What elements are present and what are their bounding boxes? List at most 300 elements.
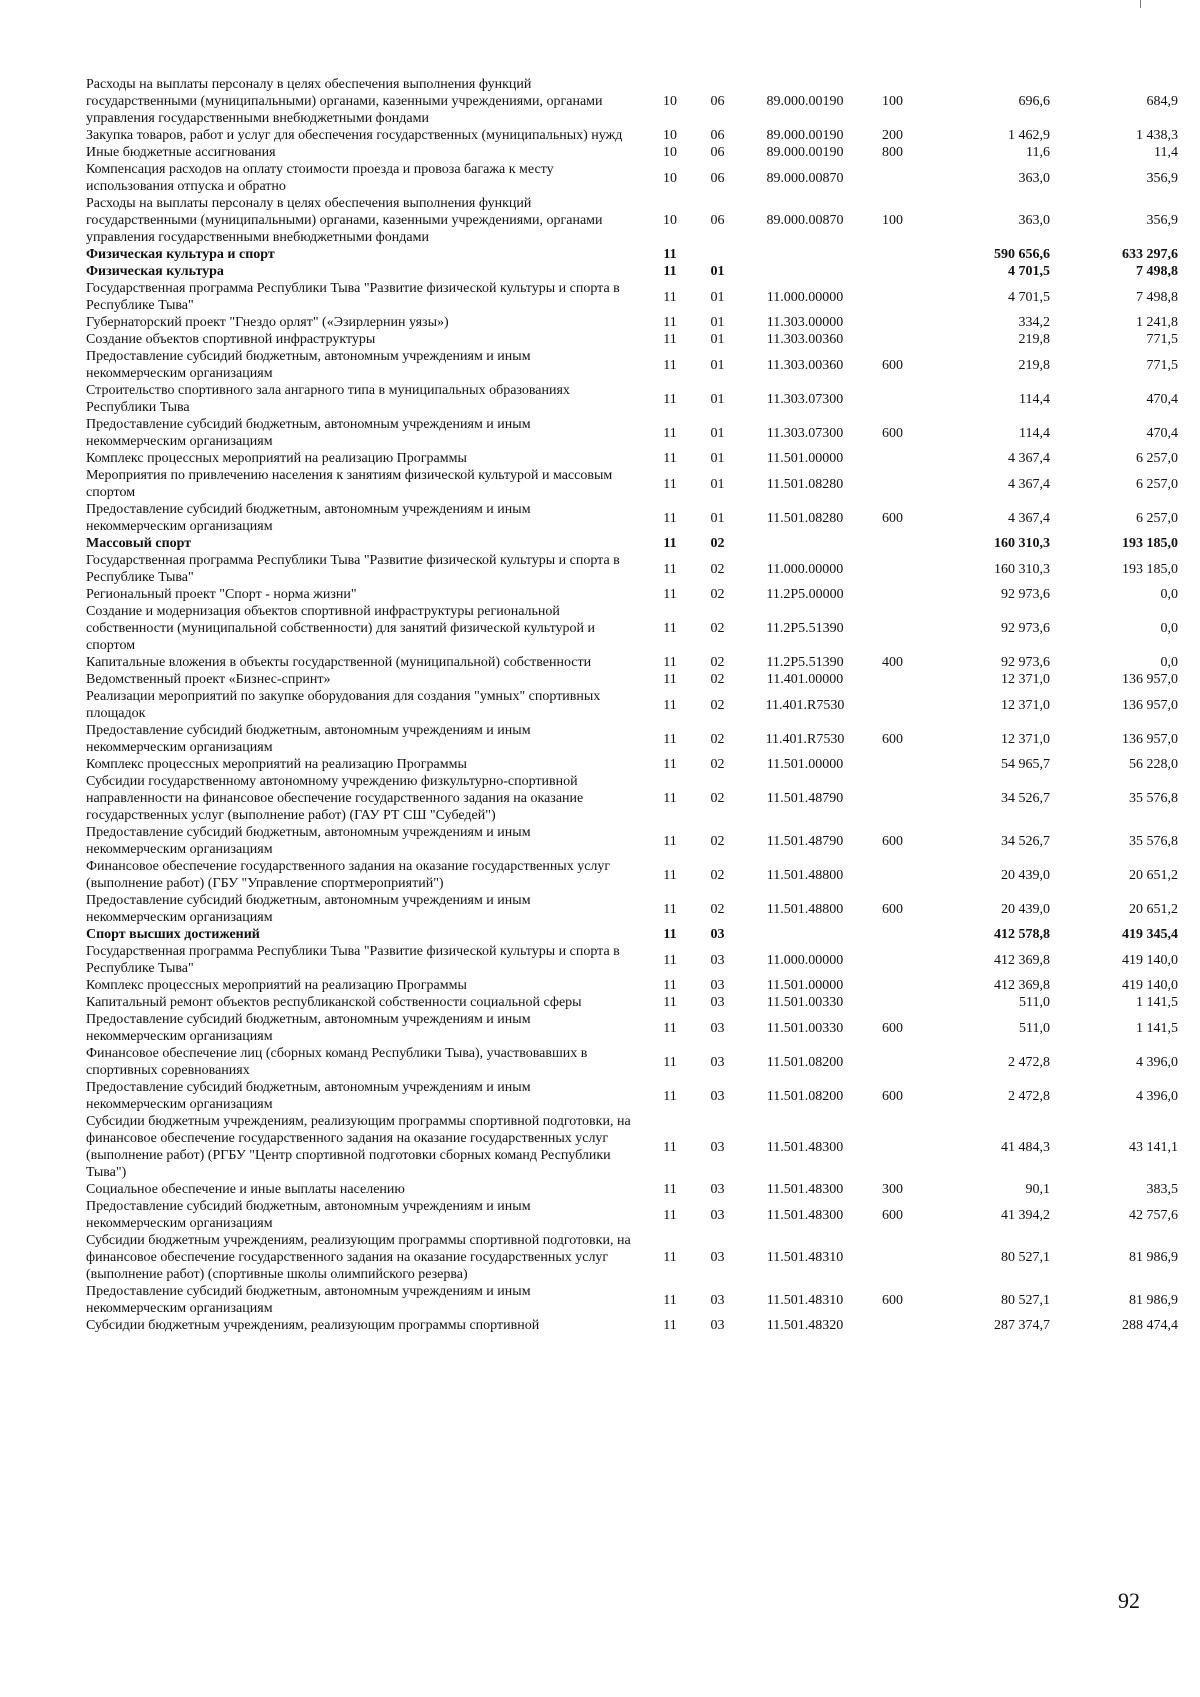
target-article-code: 11.401.00000 xyxy=(766,672,844,687)
table-row xyxy=(86,467,1182,501)
expense-type-code xyxy=(870,280,915,314)
row-name: Реализации мероприятий по закупке оборудования для создания "умных" спортивных площадок xyxy=(86,689,601,721)
subsection-code: 03 xyxy=(710,1182,725,1197)
expense-type-code xyxy=(870,1113,915,1181)
amount-year-2: 4 396,0 xyxy=(1136,1088,1178,1104)
expense-type-code xyxy=(870,773,915,824)
section-code: 11 xyxy=(663,289,677,305)
target-article-code: 11.501.08200 xyxy=(766,1054,844,1070)
amount-year-2: 288 474,4 xyxy=(1122,1318,1178,1333)
table-row xyxy=(86,756,1182,773)
target-article-code: 11.501.48300 xyxy=(766,1182,844,1197)
expense-type-code xyxy=(870,552,915,586)
amount-year-1: 80 527,1 xyxy=(1001,1250,1050,1265)
section-code: 11 xyxy=(663,1139,677,1155)
target-article-code xyxy=(740,535,870,552)
row-name: Капитальные вложения в объекты государственной (муниципальной) собственности xyxy=(86,655,592,670)
subsection-code: 01 xyxy=(710,391,725,407)
target-article-code xyxy=(740,926,870,943)
subsection-code: 06 xyxy=(710,94,725,109)
subsection-code: 02 xyxy=(710,536,725,551)
amount-year-1: 160 310,3 xyxy=(994,536,1050,551)
amount-year-2: 81 986,9 xyxy=(1129,1292,1178,1308)
table-row xyxy=(86,1045,1182,1079)
amount-year-2: 20 651,2 xyxy=(1129,867,1178,883)
section-code: 11 xyxy=(663,1207,677,1223)
amount-year-2: 11,4 xyxy=(1154,145,1178,160)
section-code: 11 xyxy=(663,536,677,551)
target-article-code: 11.2P5.00000 xyxy=(766,587,844,602)
section-code: 11 xyxy=(663,697,677,713)
expense-type-code: 600 xyxy=(882,901,903,917)
section-code: 11 xyxy=(663,1020,677,1036)
amount-year-1: 412 578,8 xyxy=(994,927,1050,942)
amount-year-2: 1 438,3 xyxy=(1136,128,1178,143)
expense-type-code: 600 xyxy=(882,425,903,441)
amount-year-1: 12 371,0 xyxy=(1001,672,1050,687)
expense-type-code: 800 xyxy=(882,145,903,160)
row-name: Иные бюджетные ассигнования xyxy=(86,145,276,160)
expense-type-code: 400 xyxy=(882,655,903,670)
target-article-code: 89.000.00870 xyxy=(766,213,844,228)
target-article-code: 11.501.48800 xyxy=(766,867,844,883)
row-name: Губернаторский проект "Гнездо орлят" («Эзирлернин уязы») xyxy=(86,315,449,330)
row-name: Ведомственный проект «Бизнес-спринт» xyxy=(86,672,331,687)
amount-year-1: 287 374,7 xyxy=(994,1318,1050,1333)
amount-year-2: 684,9 xyxy=(1146,94,1178,109)
section-code: 11 xyxy=(663,867,677,883)
amount-year-2: 136 957,0 xyxy=(1122,731,1178,747)
section-code: 11 xyxy=(663,391,677,407)
section-code: 11 xyxy=(663,1054,677,1070)
row-name: Предоставление субсидий бюджетным, автономным учреждениям и иным некоммерческим организациям xyxy=(86,893,531,925)
subsection-code: 03 xyxy=(710,1207,725,1223)
expense-type-code xyxy=(870,586,915,603)
section-code: 11 xyxy=(663,247,677,262)
subsection-code: 01 xyxy=(710,264,725,279)
subsection-code: 02 xyxy=(710,655,725,670)
subsection-code: 01 xyxy=(710,451,725,466)
amount-year-2: 419 140,0 xyxy=(1122,952,1178,968)
amount-year-1: 4 367,4 xyxy=(1008,510,1050,526)
row-name: Субсидии государственному автономному учреждению физкультурно-спортивной направленности на финансовое обеспечение государственного задания на оказание государственных услуг (выполнение работ) (ГАУ РТ СШ "Субедей") xyxy=(86,774,584,823)
subsection-code: 02 xyxy=(710,587,725,602)
table-row xyxy=(86,1198,1182,1232)
section-code: 11 xyxy=(663,264,677,279)
table-row xyxy=(86,331,1182,348)
section-code: 11 xyxy=(663,791,677,806)
section-code: 10 xyxy=(663,128,677,143)
target-article-code: 11.501.08280 xyxy=(766,510,844,526)
row-name: Физическая культура xyxy=(86,264,224,279)
expense-type-code xyxy=(870,943,915,977)
amount-year-2: 6 257,0 xyxy=(1136,510,1178,526)
subsection-code: 03 xyxy=(710,1139,725,1155)
target-article-code: 11.303.00360 xyxy=(766,332,844,347)
amount-year-2: 356,9 xyxy=(1146,213,1178,228)
section-code: 11 xyxy=(663,425,677,441)
expense-type-code xyxy=(870,858,915,892)
target-article-code: 89.000.00190 xyxy=(766,94,844,109)
row-name: Предоставление субсидий бюджетным, автономным учреждениям и иным некоммерческим организациям xyxy=(86,1199,531,1231)
row-name: Спорт высших достижений xyxy=(86,927,260,942)
row-name: Закупка товаров, работ и услуг для обеспечения государственных (муниципальных) нужд xyxy=(86,128,623,143)
amount-year-1: 412 369,8 xyxy=(994,952,1050,968)
row-name: Предоставление субсидий бюджетным, автономным учреждениям и иным некоммерческим организациям xyxy=(86,825,531,857)
section-code: 10 xyxy=(663,213,677,228)
table-row xyxy=(86,144,1182,161)
section-code: 11 xyxy=(663,995,677,1010)
section-code: 11 xyxy=(663,1088,677,1104)
amount-year-1: 334,2 xyxy=(1018,315,1050,330)
amount-year-2: 20 651,2 xyxy=(1129,901,1178,917)
expense-type-code xyxy=(870,1045,915,1079)
subsection-code: 02 xyxy=(710,791,725,806)
table-row xyxy=(86,654,1182,671)
row-name: Комплекс процессных мероприятий на реализацию Программы xyxy=(86,757,467,772)
amount-year-1: 41 394,2 xyxy=(1001,1207,1050,1223)
table-row xyxy=(86,280,1182,314)
target-article-code: 11.303.07300 xyxy=(766,425,844,441)
table-row xyxy=(86,416,1182,450)
row-name: Предоставление субсидий бюджетным, автономным учреждениям и иным некоммерческим организациям xyxy=(86,1080,531,1112)
expense-type-code: 200 xyxy=(882,128,903,143)
table-row xyxy=(86,1079,1182,1113)
subsection-code: 06 xyxy=(710,128,725,143)
expense-type-code: 600 xyxy=(882,510,903,526)
amount-year-2: 35 576,8 xyxy=(1129,791,1178,806)
budget-table xyxy=(86,76,1182,1334)
amount-year-2: 1 141,5 xyxy=(1136,1020,1178,1036)
row-name: Предоставление субсидий бюджетным, автономным учреждениям и иным некоммерческим организациям xyxy=(86,417,531,449)
subsection-code: 01 xyxy=(710,357,725,373)
subsection-code: 03 xyxy=(710,1088,725,1104)
row-name: Субсидии бюджетным учреждениям, реализующим программы спортивной подготовки, на финансовое обеспечение государственного задания на оказание государственных услуг (выполнение работ) (РГБУ "Центр спортивной подготовки сборных команд Республики Тыва") xyxy=(86,1114,631,1180)
expense-type-code: 300 xyxy=(882,1182,903,1197)
target-article-code: 11.501.08200 xyxy=(766,1088,844,1104)
amount-year-1: 363,0 xyxy=(1018,213,1050,228)
subsection-code: 03 xyxy=(710,952,725,968)
amount-year-2: 7 498,8 xyxy=(1136,264,1178,279)
subsection-code: 01 xyxy=(710,425,725,441)
row-name: Предоставление субсидий бюджетным, автономным учреждениям и иным некоммерческим организациям xyxy=(86,723,531,755)
target-article-code: 11.501.48790 xyxy=(766,833,844,849)
amount-year-1: 34 526,7 xyxy=(1001,791,1050,806)
table-row xyxy=(86,943,1182,977)
row-name: Мероприятия по привлечению населения к занятиям физической культурой и массовым спортом xyxy=(86,468,613,500)
amount-year-1: 4 367,4 xyxy=(1008,476,1050,492)
row-name: Комплекс процессных мероприятий на реализацию Программы xyxy=(86,978,467,993)
amount-year-1: 92 973,6 xyxy=(1001,587,1050,602)
amount-year-1: 54 965,7 xyxy=(1001,757,1050,772)
target-article-code: 11.501.48300 xyxy=(766,1207,844,1223)
amount-year-2: 470,4 xyxy=(1146,391,1178,407)
expense-type-code xyxy=(870,535,915,552)
amount-year-2: 6 257,0 xyxy=(1136,451,1178,466)
subsection-code: 02 xyxy=(710,867,725,883)
target-article-code: 11.501.00330 xyxy=(766,995,844,1010)
amount-year-2: 193 185,0 xyxy=(1122,561,1178,577)
table-row xyxy=(86,552,1182,586)
expense-type-code xyxy=(870,246,915,263)
page-number: 92 xyxy=(1118,1588,1140,1613)
section-code: 11 xyxy=(663,1250,677,1265)
expense-type-code: 600 xyxy=(882,1292,903,1308)
scan-edge-mark xyxy=(1140,0,1141,8)
amount-year-1: 90,1 xyxy=(1025,1182,1050,1197)
row-name: Финансовое обеспечение государственного задания на оказание государственных услуг (выполнение работ) (ГБУ "Управление спортмероприятий") xyxy=(86,859,611,891)
amount-year-1: 114,4 xyxy=(1019,391,1050,407)
row-name: Государственная программа Республики Тыва "Развитие физической культуры и спорта в Республике Тыва" xyxy=(86,944,620,976)
amount-year-1: 219,8 xyxy=(1018,357,1050,373)
row-name: Предоставление субсидий бюджетным, автономным учреждениям и иным некоммерческим организациям xyxy=(86,1012,531,1044)
target-article-code: 11.303.00000 xyxy=(766,315,844,330)
section-code: 11 xyxy=(663,655,677,670)
amount-year-2: 42 757,6 xyxy=(1129,1207,1178,1223)
amount-year-2: 136 957,0 xyxy=(1122,672,1178,687)
amount-year-1: 219,8 xyxy=(1018,332,1050,347)
table-row xyxy=(86,246,1182,263)
row-name: Предоставление субсидий бюджетным, автономным учреждениям и иным некоммерческим организациям xyxy=(86,502,531,534)
amount-year-1: 590 656,6 xyxy=(994,247,1050,262)
expense-type-code xyxy=(870,331,915,348)
amount-year-1: 363,0 xyxy=(1018,170,1050,186)
amount-year-1: 12 371,0 xyxy=(1001,731,1050,747)
amount-year-2: 81 986,9 xyxy=(1129,1250,1178,1265)
table-row xyxy=(86,450,1182,467)
table-row xyxy=(86,314,1182,331)
row-name: Капитальный ремонт объектов республиканской собственности социальной сферы xyxy=(86,995,582,1010)
section-code: 11 xyxy=(663,978,677,993)
amount-year-1: 92 973,6 xyxy=(1001,655,1050,670)
amount-year-1: 160 310,3 xyxy=(994,561,1050,577)
section-code: 11 xyxy=(663,1292,677,1308)
subsection-code: 01 xyxy=(710,476,725,492)
amount-year-2: 7 498,8 xyxy=(1136,289,1178,305)
expense-type-code xyxy=(870,161,915,195)
expense-type-code: 600 xyxy=(882,1088,903,1104)
section-code: 11 xyxy=(663,587,677,602)
amount-year-1: 12 371,0 xyxy=(1001,697,1050,713)
section-code: 10 xyxy=(663,94,677,109)
subsection-code: 06 xyxy=(710,213,725,228)
section-code: 11 xyxy=(663,332,677,347)
expense-type-code xyxy=(870,263,915,280)
subsection-code: 01 xyxy=(710,289,725,305)
section-code: 10 xyxy=(663,145,677,160)
subsection-code: 03 xyxy=(710,927,725,942)
expense-type-code xyxy=(870,926,915,943)
table-row xyxy=(86,671,1182,688)
subsection-code: 03 xyxy=(710,1292,725,1308)
section-code: 11 xyxy=(663,757,677,772)
table-row xyxy=(86,501,1182,535)
subsection-code: 03 xyxy=(710,1054,725,1070)
expense-type-code: 600 xyxy=(882,1020,903,1036)
row-name: Государственная программа Республики Тыва "Развитие физической культуры и спорта в Республике Тыва" xyxy=(86,281,620,313)
subsection-code: 03 xyxy=(710,978,725,993)
subsection-code: 02 xyxy=(710,697,725,713)
row-name: Создание объектов спортивной инфраструктуры xyxy=(86,332,376,347)
subsection-code: 03 xyxy=(710,1250,725,1265)
table-row xyxy=(86,263,1182,280)
table-row xyxy=(86,688,1182,722)
amount-year-2: 419 140,0 xyxy=(1122,978,1178,993)
expense-type-code xyxy=(870,671,915,688)
amount-year-1: 4 367,4 xyxy=(1008,451,1050,466)
section-code: 11 xyxy=(663,952,677,968)
expense-type-code xyxy=(870,1232,915,1283)
subsection-code: 06 xyxy=(710,170,725,186)
table-row xyxy=(86,348,1182,382)
amount-year-1: 511,0 xyxy=(1019,1020,1050,1036)
table-row xyxy=(86,76,1182,127)
subsection-code: 06 xyxy=(710,145,725,160)
row-name: Массовый спорт xyxy=(86,536,192,551)
target-article-code: 89.000.00870 xyxy=(766,170,844,186)
row-name: Комплекс процессных мероприятий на реализацию Программы xyxy=(86,451,467,466)
table-row xyxy=(86,1317,1182,1334)
amount-year-2: 771,5 xyxy=(1146,332,1178,347)
amount-year-2: 0,0 xyxy=(1160,621,1178,636)
subsection-code: 03 xyxy=(710,995,725,1010)
target-article-code: 11.501.48310 xyxy=(766,1292,844,1308)
amount-year-1: 1 462,9 xyxy=(1008,128,1050,143)
section-code: 11 xyxy=(663,510,677,526)
expense-type-code xyxy=(870,603,915,654)
table-row xyxy=(86,1181,1182,1198)
row-name: Субсидии бюджетным учреждениям, реализующим программы спортивной подготовки, на финансовое обеспечение государственного задания на оказание государственных услуг (выполнение работ) (спортивные школы олимпийского резерва) xyxy=(86,1233,631,1282)
section-code: 11 xyxy=(663,1318,677,1333)
section-code: 11 xyxy=(663,672,677,687)
row-name: Региональный проект "Спорт - норма жизни" xyxy=(86,587,357,602)
amount-year-2: 0,0 xyxy=(1160,655,1178,670)
subsection-code: 02 xyxy=(710,731,725,747)
amount-year-2: 4 396,0 xyxy=(1136,1054,1178,1070)
row-name: Расходы на выплаты персоналу в целях обеспечения выполнения функций государственными (муниципальными) органами, казенными учреждениями, органами управления государственными внебюджетными фондами xyxy=(86,196,603,245)
expense-type-code xyxy=(870,1317,915,1334)
row-name: Государственная программа Республики Тыва "Развитие физической культуры и спорта в Республике Тыва" xyxy=(86,553,620,585)
table-row xyxy=(86,1283,1182,1317)
expense-type-code: 600 xyxy=(882,357,903,373)
amount-year-1: 2 472,8 xyxy=(1008,1054,1050,1070)
subsection-code: 02 xyxy=(710,621,725,636)
target-article-code: 11.000.00000 xyxy=(766,952,844,968)
target-article-code xyxy=(740,263,870,280)
amount-year-2: 470,4 xyxy=(1146,425,1178,441)
table-row xyxy=(86,535,1182,552)
subsection-code: 03 xyxy=(710,1318,725,1333)
row-name: Предоставление субсидий бюджетным, автономным учреждениям и иным некоммерческим организациям xyxy=(86,349,531,381)
expense-type-code xyxy=(870,450,915,467)
amount-year-1: 114,4 xyxy=(1019,425,1050,441)
section-code: 11 xyxy=(663,621,677,636)
expense-type-code xyxy=(870,688,915,722)
expense-type-code: 600 xyxy=(882,833,903,849)
amount-year-1: 20 439,0 xyxy=(1001,901,1050,917)
section-code: 11 xyxy=(663,731,677,747)
amount-year-1: 696,6 xyxy=(1018,94,1050,109)
target-article-code: 89.000.00190 xyxy=(766,128,844,143)
subsection-code: 02 xyxy=(710,561,725,577)
section-code: 11 xyxy=(663,315,677,330)
amount-year-2: 6 257,0 xyxy=(1136,476,1178,492)
amount-year-2: 56 228,0 xyxy=(1129,757,1178,772)
amount-year-1: 412 369,8 xyxy=(994,978,1050,993)
section-code: 10 xyxy=(663,170,677,186)
target-article-code: 11.501.48800 xyxy=(766,901,844,917)
table-row xyxy=(86,1011,1182,1045)
target-article-code: 11.501.00000 xyxy=(766,978,844,993)
subsection-code: 01 xyxy=(710,332,725,347)
row-name: Социальное обеспечение и иные выплаты населению xyxy=(86,1182,405,1197)
table-row xyxy=(86,994,1182,1011)
table-row xyxy=(86,603,1182,654)
table-row xyxy=(86,195,1182,246)
amount-year-1: 11,6 xyxy=(1026,145,1050,160)
table-row xyxy=(86,1232,1182,1283)
table-row xyxy=(86,858,1182,892)
table-row xyxy=(86,773,1182,824)
table-row xyxy=(86,722,1182,756)
table-row xyxy=(86,127,1182,144)
amount-year-1: 511,0 xyxy=(1019,995,1050,1010)
row-name: Компенсация расходов на оплату стоимости проезда и провоза багажа к месту использования отпуска и обратно xyxy=(86,162,554,194)
target-article-code: 11.501.48790 xyxy=(766,791,844,806)
amount-year-2: 0,0 xyxy=(1160,587,1178,602)
table-row xyxy=(86,824,1182,858)
row-name: Строительство спортивного зала ангарного типа в муниципальных образованиях Республики Тыва xyxy=(86,383,570,415)
expense-type-code xyxy=(870,977,915,994)
row-name: Финансовое обеспечение лиц (сборных команд Республики Тыва), участвовавших в спортивных соревнованиях xyxy=(86,1046,588,1078)
amount-year-2: 1 241,8 xyxy=(1136,315,1178,330)
amount-year-1: 92 973,6 xyxy=(1001,621,1050,636)
row-name: Создание и модернизация объектов спортивной инфраструктуры региональной собственности (муниципальной собственности) для занятий физической культурой и спортом xyxy=(86,604,596,653)
target-article-code: 11.501.48320 xyxy=(766,1318,844,1333)
target-article-code: 11.2P5.51390 xyxy=(766,655,844,670)
target-article-code xyxy=(740,246,870,263)
budget-table-body xyxy=(86,76,1182,1334)
section-code: 11 xyxy=(663,476,677,492)
amount-year-2: 1 141,5 xyxy=(1136,995,1178,1010)
section-code: 11 xyxy=(663,901,677,917)
subsection-code: 01 xyxy=(710,510,725,526)
amount-year-1: 34 526,7 xyxy=(1001,833,1050,849)
expense-type-code xyxy=(870,994,915,1011)
expense-type-code xyxy=(870,467,915,501)
row-name: Расходы на выплаты персоналу в целях обеспечения выполнения функций государственными (муниципальными) органами, казенными учреждениями, органами управления государственными внебюджетными фондами xyxy=(86,77,603,126)
amount-year-2: 136 957,0 xyxy=(1122,697,1178,713)
subsection-code: 03 xyxy=(710,1020,725,1036)
table-row xyxy=(86,926,1182,943)
target-article-code: 89.000.00190 xyxy=(766,145,844,160)
expense-type-code: 100 xyxy=(882,94,903,109)
amount-year-2: 383,5 xyxy=(1146,1182,1178,1197)
section-code: 11 xyxy=(663,927,677,942)
expense-type-code xyxy=(870,382,915,416)
expense-type-code: 100 xyxy=(882,213,903,228)
section-code: 11 xyxy=(663,357,677,373)
amount-year-2: 419 345,4 xyxy=(1122,927,1178,942)
target-article-code: 11.501.00000 xyxy=(766,757,844,772)
amount-year-2: 356,9 xyxy=(1146,170,1178,186)
target-article-code: 11.501.00000 xyxy=(766,451,844,466)
amount-year-2: 193 185,0 xyxy=(1122,536,1178,551)
table-row xyxy=(86,1113,1182,1181)
target-article-code: 11.2P5.51390 xyxy=(766,621,844,636)
expense-type-code: 600 xyxy=(882,1207,903,1223)
subsection-code: 02 xyxy=(710,757,725,772)
